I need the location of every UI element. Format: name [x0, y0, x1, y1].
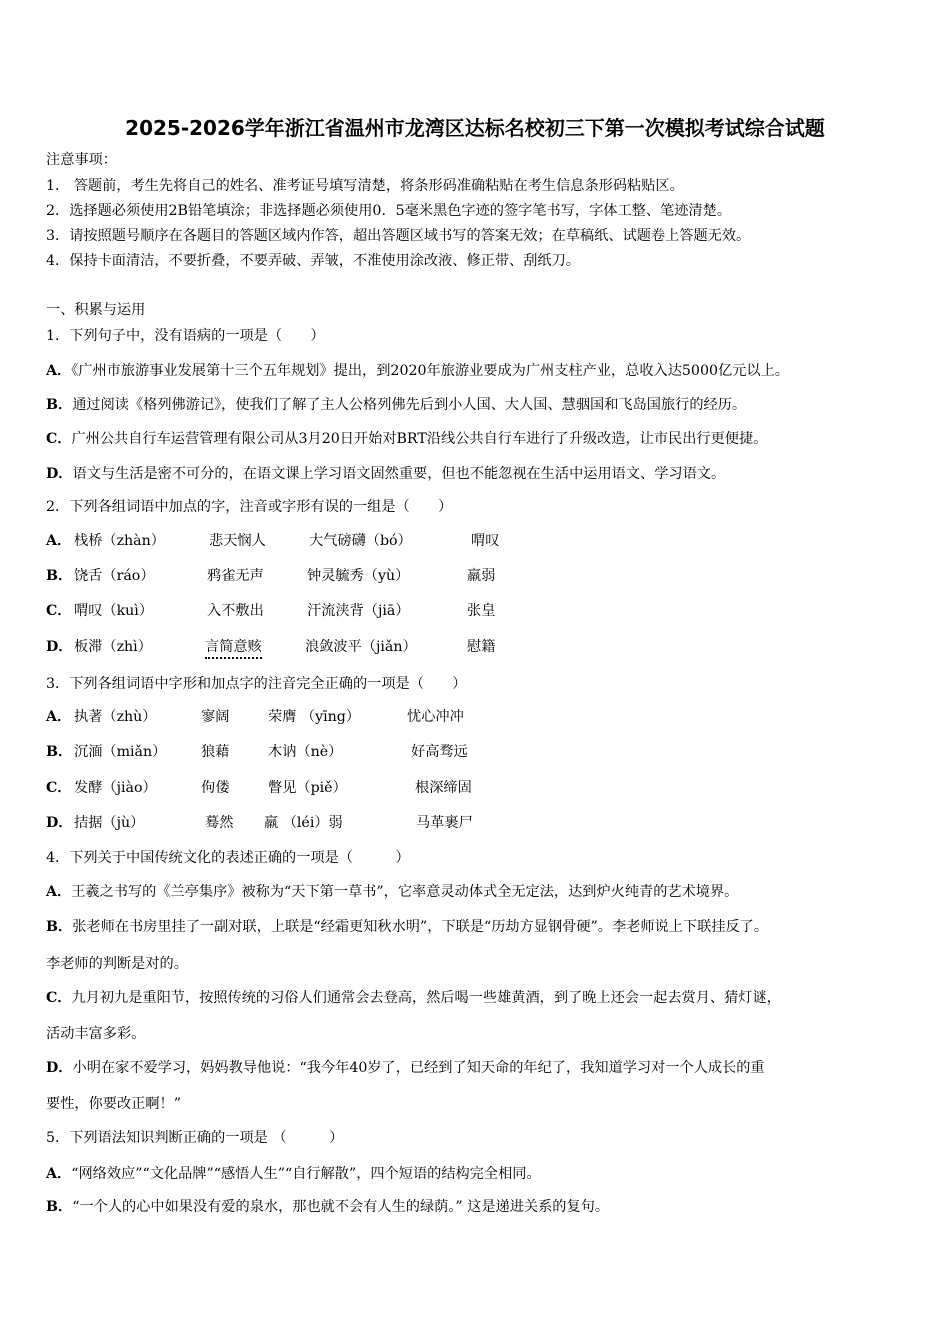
option-b — [46, 395, 746, 415]
option-label: A． — [46, 709, 72, 725]
word: 浪敛波平（jiǎn） — [305, 639, 417, 655]
word: 寥阔 — [201, 709, 230, 725]
option-label: B． — [46, 397, 73, 413]
word: 羸弱 — [467, 568, 496, 584]
option-a — [46, 1164, 541, 1184]
option-text: 九月初九是重阳节，按照传统的习俗人们通常会去登高，然后喝一些雄黄酒，到了晚上还会一起去赏月、猜灯谜， — [71, 990, 781, 1006]
word: 执著（zhù） — [74, 709, 157, 725]
word: 羸 （léi）弱 — [264, 815, 343, 831]
word: 木讷（nè） — [268, 744, 343, 760]
notice-heading: 注意事项： — [46, 152, 117, 168]
option-label: A． — [46, 1166, 72, 1182]
word: 蓦然 — [205, 815, 234, 831]
word: 瞥见（piě） — [268, 780, 347, 796]
option-label: A． — [46, 363, 72, 379]
word: 佝偻 — [201, 780, 230, 796]
option-label: D． — [46, 639, 73, 655]
option-label: A． — [46, 884, 72, 900]
option-label: B． — [46, 1199, 73, 1215]
option-text: 通过阅读《格列佛游记》，使我们了解了主人公格列佛先后到小人国、大人国、慧骃国和飞岛国旅行的经历。 — [72, 397, 747, 413]
option-label: C． — [46, 603, 72, 619]
option-a — [46, 361, 789, 381]
word: 荣膺 （yīng） — [268, 709, 361, 725]
option-d — [46, 464, 725, 484]
option-label: D． — [46, 466, 73, 482]
word: 钟灵毓秀（yù） — [307, 568, 410, 584]
option-label: C． — [46, 990, 72, 1006]
option-text: “网络效应”“文化品牌”“感悟人生”“自行解散”，四个短语的结构完全相同。 — [71, 1166, 541, 1182]
notice-item: 1． 答题前，考生先将自己的姓名、准考证号填写清楚，将条形码准确粘贴在考生信息条形码粘贴区。 — [46, 178, 684, 194]
option-text: 张老师在书房里挂了一副对联，上联是“经霜更知秋水明”，下联是“历劫方显钢骨硬”。李老师说上下联挂反了。 — [72, 919, 769, 935]
question-stem: 1．下列句子中，没有语病的一项是（ ） — [46, 328, 325, 344]
word: 根深缔固 — [415, 780, 472, 796]
word: 喟叹（kuì） — [74, 603, 154, 619]
option-d — [46, 1058, 765, 1078]
word: 言简意赅 — [205, 637, 262, 659]
word: 汗流浃背（jiā） — [307, 603, 410, 619]
option-text: 广州公共自行车运营管理有限公司从3月20日开始对BRT沿线公共自行车进行了升级改造，让市民出行更便捷。 — [71, 431, 768, 447]
option-c — [46, 988, 781, 1008]
option-text: 语文与生活是密不可分的，在语文课上学习语文固然重要，但也不能忽视在生活中运用语文、学习语文。 — [72, 466, 726, 482]
word: 发酵（jiào） — [74, 780, 157, 796]
option-b-continued: 李老师的判断是对的。 — [46, 956, 188, 972]
option-b — [46, 1197, 609, 1217]
word: 大气磅礴（bó） — [309, 533, 412, 549]
notice-item: 4．保持卡面清洁，不要折叠，不要弄破、弄皱，不准使用涂改液、修正带、刮纸刀。 — [46, 253, 580, 269]
option-b — [46, 917, 768, 937]
notice-item: 2．选择题必须使用2B铅笔填涂；非选择题必须使用0．5毫米黑色字迹的签字笔书写，字体工整、笔迹清楚。 — [46, 203, 731, 219]
option-label: A． — [46, 533, 72, 549]
option-text: 小明在家不爱学习，妈妈教导他说：“我今年40岁了，已经到了知天命的年纪了，我知道学习对一个人成长的重 — [72, 1060, 765, 1076]
word: 沉湎（miǎn） — [74, 744, 167, 760]
option-label: B． — [46, 919, 73, 935]
option-label: B． — [46, 568, 73, 584]
word: 喟叹 — [471, 533, 500, 549]
page-title: 2025-2026学年浙江省温州市龙湾区达标名校初三下第一次模拟考试综合试题 — [125, 116, 825, 140]
option-label: C． — [46, 431, 72, 447]
option-label: C． — [46, 780, 72, 796]
word: 马革裹尸 — [416, 815, 473, 831]
option-c — [46, 429, 767, 449]
option-c-continued: 活动丰富多彩。 — [46, 1026, 146, 1042]
option-text: 《广州市旅游事业发展第十三个五年规划》提出，到2020年旅游业要成为广州支柱产业，总收入达5000亿元以上。 — [71, 363, 789, 379]
section-heading: 一、积累与运用 — [46, 302, 146, 318]
word: 忧心冲冲 — [407, 709, 464, 725]
option-label: B． — [46, 744, 73, 760]
question-stem: 3．下列各组词语中字形和加点字的注音完全正确的一项是（ ） — [46, 676, 467, 692]
word: 板滞（zhì） — [74, 639, 152, 655]
notice-item: 3．请按照题号顺序在各题目的答题区域内作答，超出答题区域书写的答案无效；在草稿纸、试题卷上答题无效。 — [46, 228, 751, 244]
word: 悲天悯人 — [209, 533, 266, 549]
option-text: 王羲之书写的《兰亭集序》被称为“天下第一草书”，它率意灵动体式全无定法，达到炉火纯青的艺术境界。 — [71, 884, 739, 900]
word: 狼藉 — [201, 744, 230, 760]
option-text: “一个人的心中如果没有爱的泉水，那也就不会有人生的绿荫。” 这是递进关系的复句。 — [72, 1199, 610, 1215]
word: 入不敷出 — [207, 603, 264, 619]
question-stem: 4．下列关于中国传统文化的表述正确的一项是（ ） — [46, 850, 410, 866]
word: 栈桥（zhàn） — [74, 533, 165, 549]
word: 拮据（jù） — [74, 815, 145, 831]
option-a — [46, 882, 738, 902]
option-label: D． — [46, 815, 73, 831]
word: 慰籍 — [467, 639, 496, 655]
word: 好高骛远 — [411, 744, 468, 760]
option-label: D． — [46, 1060, 73, 1076]
option-d-continued: 要性，你要改正啊！” — [46, 1096, 181, 1112]
question-stem: 2．下列各组词语中加点的字，注音或字形有误的一组是（ ） — [46, 499, 453, 515]
word: 张皇 — [467, 603, 496, 619]
word: 饶舌（ráo） — [74, 568, 155, 584]
question-stem: 5．下列语法知识判断正确的一项是 （ ） — [46, 1130, 344, 1146]
word: 鸦雀无声 — [207, 568, 264, 584]
